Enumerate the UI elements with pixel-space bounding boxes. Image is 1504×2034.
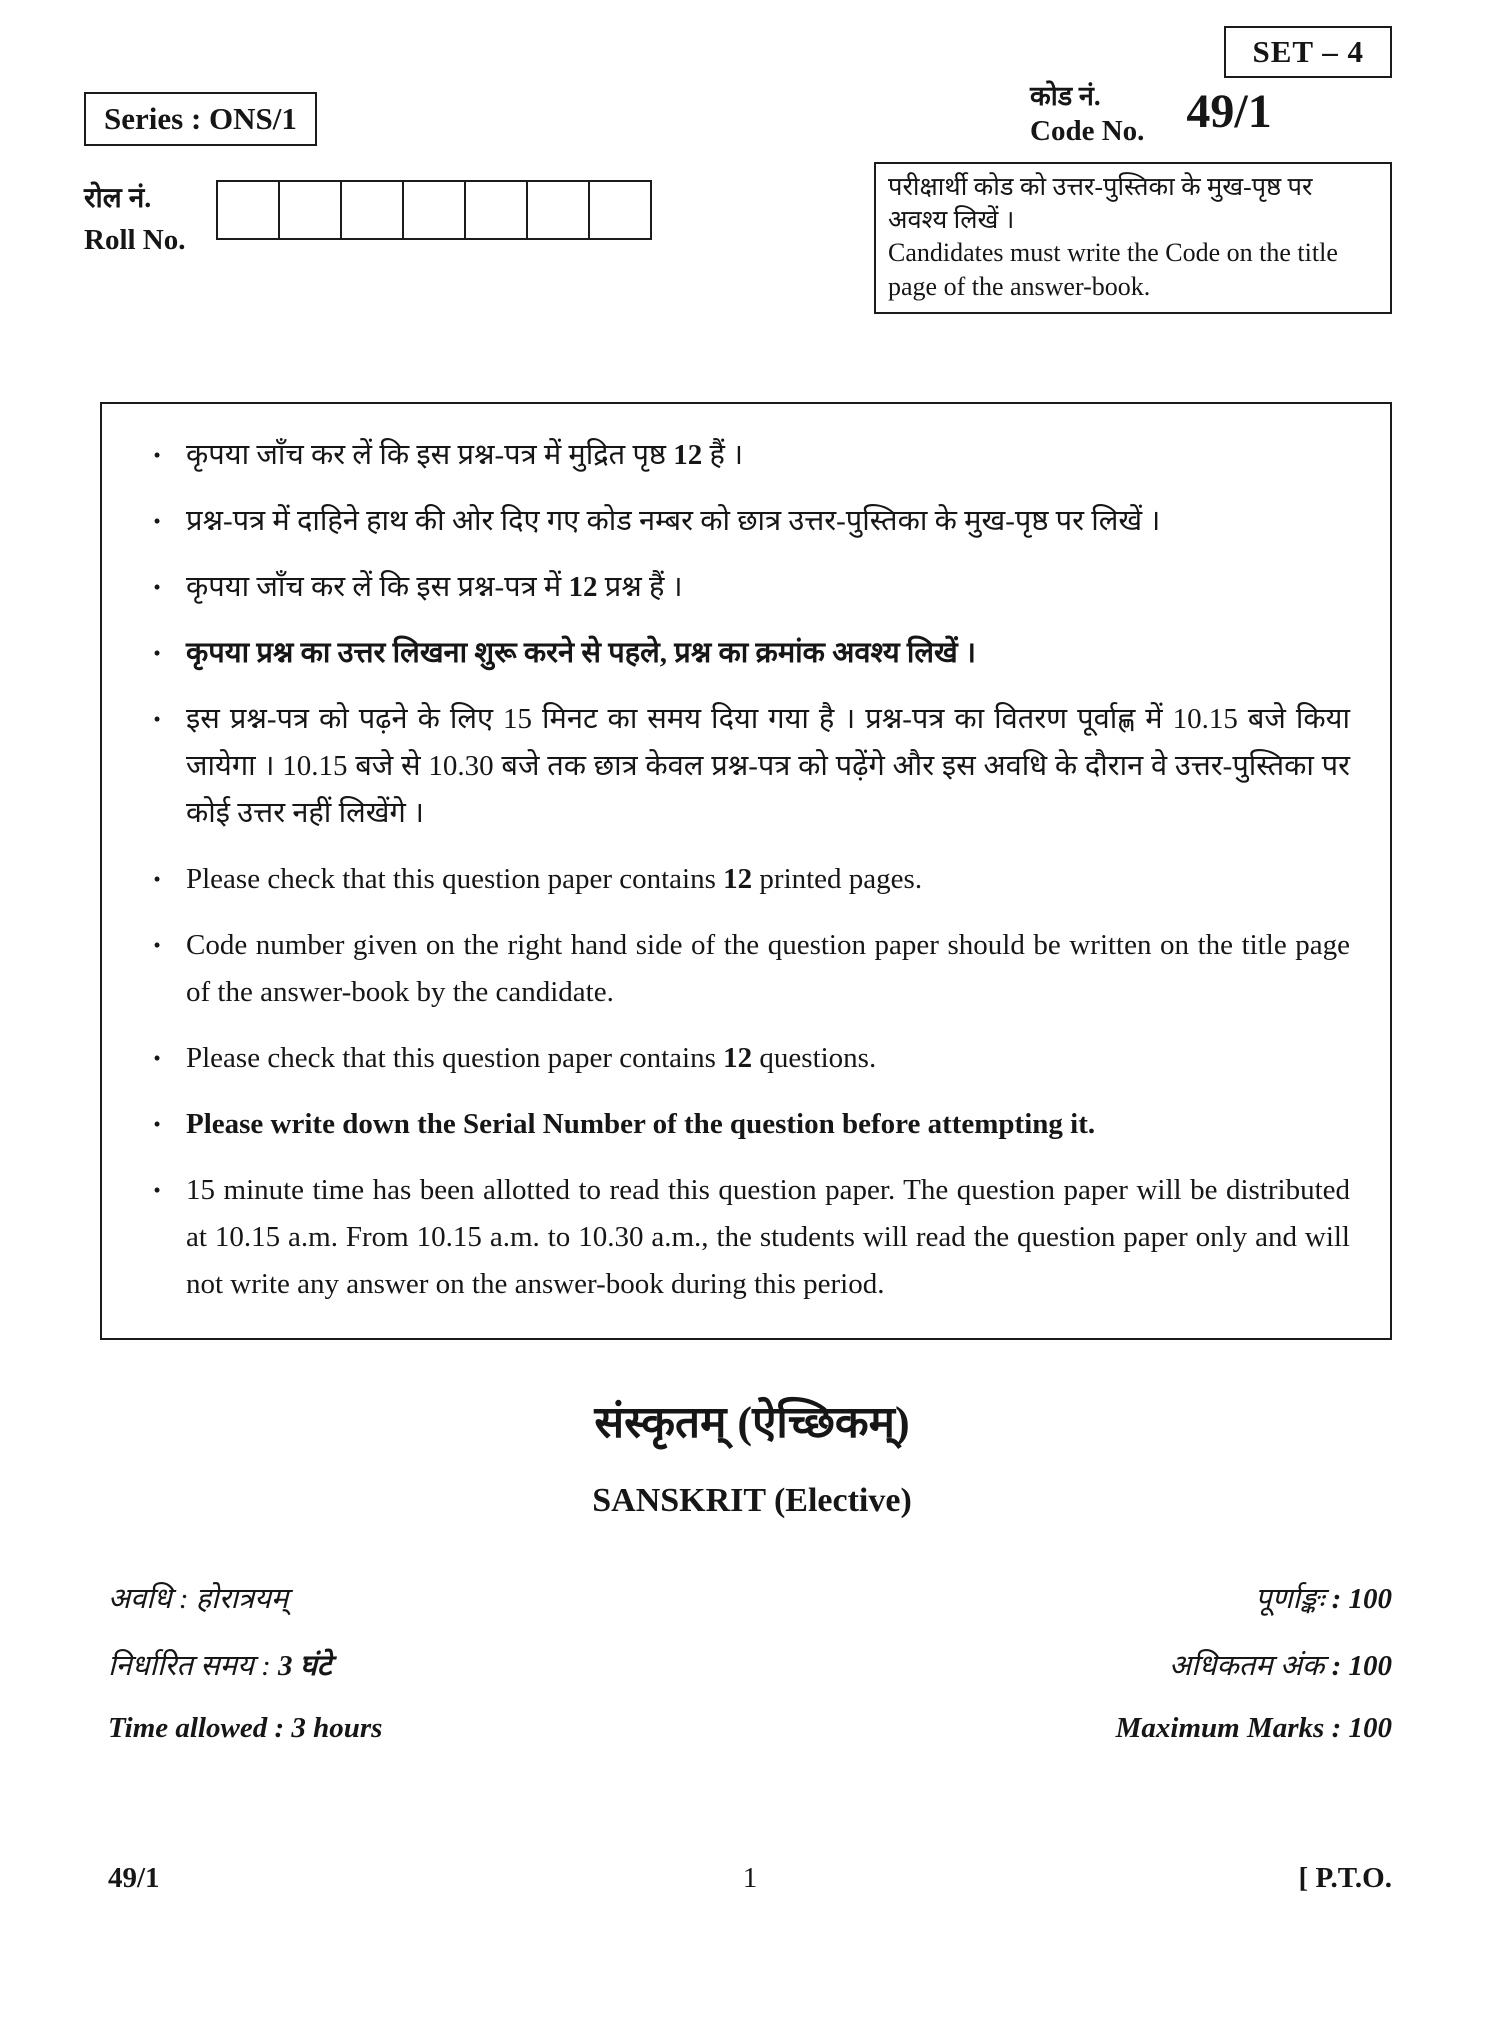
roll-label-english: Roll No. [84, 224, 186, 256]
instructions-list [128, 432, 1350, 1308]
instruction-item [128, 1101, 1350, 1148]
meta-block [108, 1578, 1392, 1773]
set-number-box [1224, 26, 1392, 78]
roll-digit-cell[interactable] [340, 180, 404, 240]
code-notice-box [874, 162, 1392, 314]
bullet-icon: • [153, 933, 161, 957]
paper-title-hindi: संस्कृतम् (ऐच्छिकम्) [594, 1398, 910, 1447]
roll-number-block [84, 176, 652, 257]
bullet-icon: • [153, 707, 161, 731]
instructions-box [100, 402, 1392, 1340]
instruction-text: कृपया प्रश्न का उत्तर लिखना शुरू करने से पहले, प्रश्न का क्रमांक अवश्य लिखें । [186, 637, 977, 669]
footer [108, 1862, 1392, 1895]
bullet-icon: • [153, 1046, 161, 1070]
meta-left-text: अवधि : होरात्रयम् [108, 1583, 289, 1615]
roll-number-grid[interactable] [216, 180, 652, 240]
instruction-item [128, 564, 1350, 611]
instruction-text: कृपया जाँच कर लें कि इस प्रश्न-पत्र में 12 प्रश्न हैं । [186, 571, 683, 603]
roll-digit-cell[interactable] [216, 180, 280, 240]
meta-left-text: Time allowed : 3 hours [108, 1712, 383, 1744]
meta-row [108, 1578, 1392, 1617]
series-box [84, 92, 317, 146]
roll-digit-cell[interactable] [278, 180, 342, 240]
bullet-icon: • [153, 1178, 161, 1202]
bullet-icon: • [153, 443, 161, 467]
instruction-item [128, 630, 1350, 677]
instruction-item [128, 856, 1350, 903]
meta-right-text: पूर्णाङ्कः : 100 [1255, 1583, 1392, 1615]
code-number-value: 49/1 [1186, 85, 1272, 138]
bullet-icon: • [153, 1112, 161, 1136]
bullet-icon: • [153, 509, 161, 533]
bullet-icon: • [153, 867, 161, 891]
footer-pto-label: [ P.T.O. [1298, 1862, 1392, 1894]
instruction-text: Please check that this question paper contains 12 questions. [186, 1042, 877, 1074]
instruction-item [128, 1167, 1350, 1308]
meta-row [108, 1712, 1392, 1745]
paper-title-english: SANSKRIT (Elective) [592, 1482, 912, 1519]
meta-left-text: निर्धारित समय : 3 घंटे [108, 1650, 332, 1682]
instruction-text: इस प्रश्न-पत्र को पढ़ने के लिए 15 मिनट का समय दिया गया है । प्रश्न-पत्र का वितरण पूर्वाह्ण में 10.15 बजे किया जायेगा । 10.15 बजे से 10.30 बजे तक छात्र केवल प्रश्न-पत्र को पढ़ेंगे और इस अवधि के दौरान वे उत्तर-पुस्तिका पर कोई उत्तर नहीं लिखेंगे । [186, 703, 1350, 829]
code-label-english: Code No. [1030, 115, 1145, 147]
instruction-item [128, 498, 1350, 545]
roll-digit-cell[interactable] [526, 180, 590, 240]
code-label-hindi: कोड नं. [1030, 81, 1101, 111]
roll-label-hindi: रोल नं. [84, 183, 152, 214]
roll-digit-cell[interactable] [402, 180, 466, 240]
instruction-text: Please write down the Serial Number of the question before attempting it. [186, 1108, 1096, 1140]
instruction-text: Code number given on the right hand side of the question paper should be written on the title page of the answer-book by the candidate. [186, 929, 1350, 1008]
notice-text-hindi: परीक्षार्थी कोड को उत्तर-पुस्तिका के मुख-पृष्ठ पर अवश्य लिखें । [888, 172, 1313, 235]
set-number-label: SET – 4 [1252, 34, 1364, 69]
code-number-block [1030, 76, 1272, 148]
notice-text-english: Candidates must write the Code on the title page of the answer-book. [888, 238, 1338, 302]
instruction-item [128, 696, 1350, 837]
instruction-text: प्रश्न-पत्र में दाहिने हाथ की ओर दिए गए कोड नम्बर को छात्र उत्तर-पुस्तिका के मुख-पृष्ठ पर लिखें । [186, 505, 1161, 537]
instruction-text: Please check that this question paper contains 12 printed pages. [186, 863, 923, 895]
meta-row [108, 1645, 1392, 1684]
footer-page-number: 1 [742, 1862, 758, 1894]
meta-right-text: Maximum Marks : 100 [1115, 1712, 1392, 1744]
instruction-item [128, 1035, 1350, 1082]
instruction-text: 15 minute time has been allotted to read this question paper. The question paper will be distributed at 10.15 a.m. From 10.15 a.m. to 10.30 a.m., the students will read the question paper only and will not write any answer on the answer-book during this period. [186, 1174, 1350, 1300]
footer-code-number: 49/1 [108, 1862, 160, 1894]
bullet-icon: • [153, 641, 161, 665]
instruction-item [128, 432, 1350, 479]
instruction-text: कृपया जाँच कर लें कि इस प्रश्न-पत्र में मुद्रित पृष्ठ 12 हैं । [186, 439, 744, 471]
series-label: Series : ONS/1 [104, 101, 297, 136]
bullet-icon: • [153, 575, 161, 599]
roll-digit-cell[interactable] [464, 180, 528, 240]
roll-digit-cell[interactable] [588, 180, 652, 240]
instruction-item [128, 922, 1350, 1016]
meta-right-text: अधिकतम अंक : 100 [1169, 1650, 1392, 1682]
